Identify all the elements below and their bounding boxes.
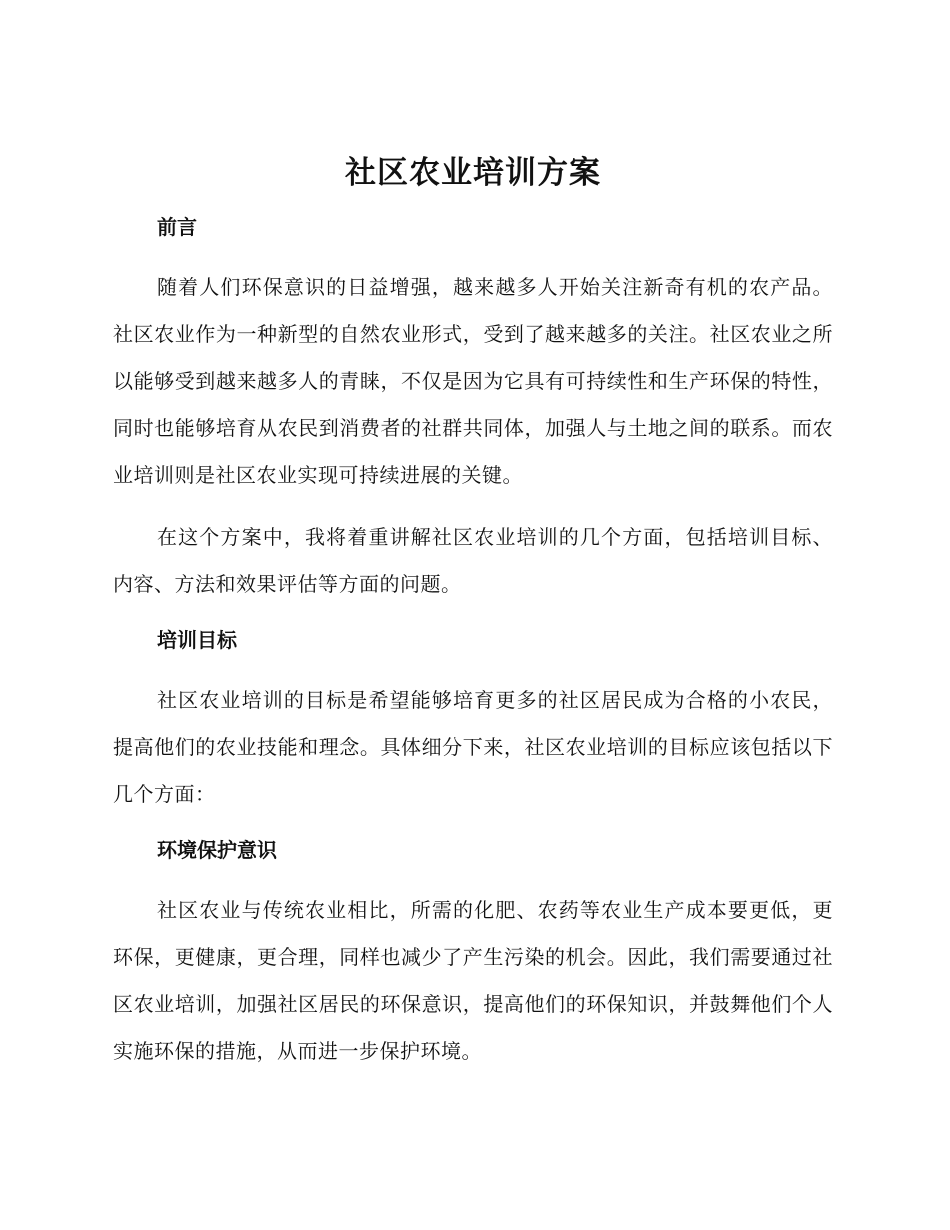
section-heading: 环境保护意识 — [157, 838, 277, 862]
section-heading: 前言 — [157, 215, 197, 239]
section-heading: 培训目标 — [157, 628, 237, 652]
section-training-goals — [113, 623, 833, 818]
paragraph: 随着人们环保意识的日益增强，越来越多人开始关注新奇有机的农产品。社区农业作为一种新型的自然农业形式，受到了越来越多的关注。社区农业之所以能够受到越来越多人的青睐，不仅是因为它具有可持续性和生产环保的特性，同时也能够培育从农民到消费者的社群共同体，加强人与土地之间的联系。而农业培训则是社区农业实现可持续进展的关键。 — [113, 275, 833, 487]
document-title: 社区农业培训方案 — [345, 155, 601, 191]
paragraph: 在这个方案中，我将着重讲解社区农业培训的几个方面，包括培训目标、内容、方法和效果评估等方面的问题。 — [113, 525, 833, 596]
section-preface — [113, 210, 833, 608]
paragraph: 社区农业与传统农业相比，所需的化肥、农药等农业生产成本要更低，更环保，更健康，更合理，同样也减少了产生污染的机会。因此，我们需要通过社区农业培训，加强社区居民的环保意识，提高他们的环保知识，并鼓舞他们个人实施环保的措施，从而进一步保护环境。 — [113, 898, 833, 1063]
paragraph: 社区农业培训的目标是希望能够培育更多的社区居民成为合格的小农民，提高他们的农业技能和理念。具体细分下来，社区农业培训的目标应该包括以下几个方面： — [113, 688, 833, 806]
document-page — [113, 150, 833, 1090]
section-environmental-awareness — [113, 833, 833, 1075]
